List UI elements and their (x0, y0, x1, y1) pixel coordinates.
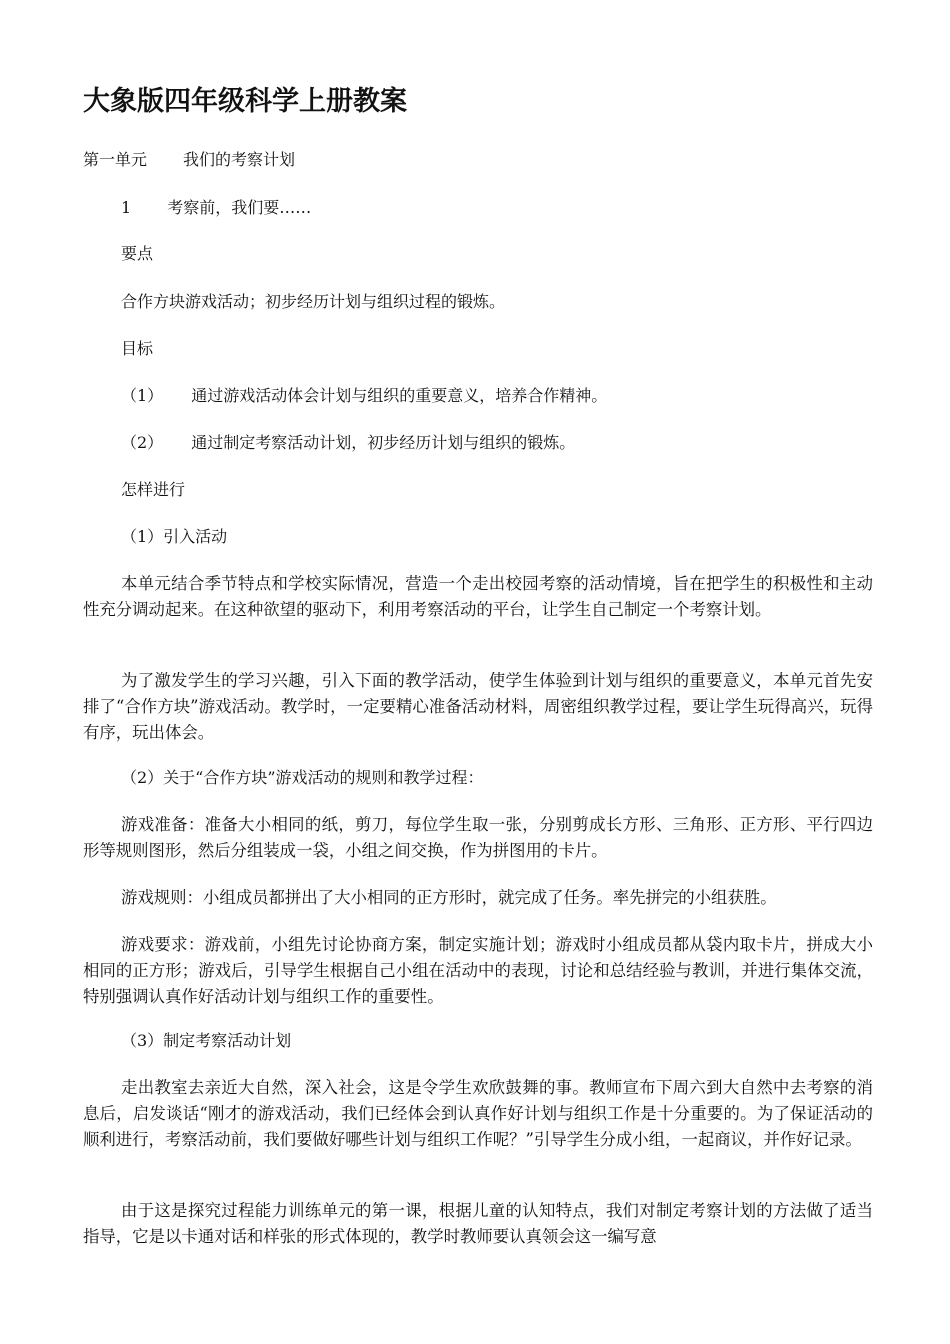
paragraph-3: 游戏准备：准备大小相同的纸，剪刀，每位学生取一张，分别剪成长方形、三角形、正方形、平行四边形等规则图形，然后分组装成一袋，小组之间交换，作为拼图用的卡片。 (83, 815, 873, 860)
paragraph-5: 游戏要求：游戏前，小组先讨论协商方案，制定实施计划；游戏时小组成员都从袋内取卡片，拼成大小相同的正方形；游戏后，引导学生根据自己小组在活动中的表现，讨论和总结经验与教训，并进行集体交流，特别强调认真作好活动计划与组织工作的重要性。 (83, 935, 873, 1006)
key-points-text: 合作方块游戏活动；初步经历计划与组织过程的锻炼。 (121, 292, 506, 311)
goal-text: 通过游戏活动体会计划与组织的重要意义，培养合作精神。 (191, 386, 608, 405)
lesson-number: 1 (121, 198, 132, 217)
document-title: 大象版四年级科学上册教案 (83, 86, 407, 117)
key-points-heading: 要点 (121, 244, 154, 263)
section-heading-1: （1）引入活动 (121, 527, 228, 546)
paragraph-7: 由于这是探究过程能力训练单元的第一课，根据儿童的认知特点，我们对制定考察计划的方法做了适当指导，它是以卡通对话和样张的形式体现的，教学时教师要认真领会这一编写意 (83, 1201, 873, 1246)
section-heading-3: （3）制定考察活动计划 (121, 1031, 292, 1050)
paragraph-2: 为了激发学生的学习兴趣，引入下面的教学活动，使学生体验到计划与组织的重要意义，本单元首先安排了“合作方块”游戏活动。教学时，一定要精心准备活动材料，周密组织教学过程，要让学生玩得高兴，玩得有序，玩出体会。 (83, 671, 873, 742)
unit-name: 我们的考察计划 (183, 150, 296, 169)
goal-text: 通过制定考察活动计划，初步经历计划与组织的锻炼。 (191, 433, 576, 452)
section-heading-2: （2）关于“合作方块”游戏活动的规则和教学过程： (121, 768, 484, 787)
paragraph-6: 走出教室去亲近大自然，深入社会，这是令学生欢欣鼓舞的事。教师宣布下周六到大自然中去考察的消息后，启发谈话“刚才的游戏活动，我们已经体会到认真作好计划与组织工作是十分重要的。为了保证活动的顺利进行，考察活动前，我们要做好哪些计划与组织工作呢？”引导学生分成小组，一起商议，并作好记录。 (83, 1078, 873, 1149)
lesson-title: 考察前，我们要…… (167, 198, 312, 217)
lesson-heading (121, 196, 311, 220)
goal-number: （2） (121, 433, 164, 452)
goal-item (121, 431, 575, 455)
how-heading: 怎样进行 (121, 480, 186, 499)
unit-label: 第一单元 (83, 150, 148, 169)
goal-number: （1） (121, 386, 164, 405)
unit-heading (83, 148, 295, 172)
goal-item (121, 384, 607, 408)
goals-heading: 目标 (121, 339, 154, 358)
paragraph-1: 本单元结合季节特点和学校实际情况，营造一个走出校园考察的活动情境，旨在把学生的积极性和主动性充分调动起来。在这种欲望的驱动下，利用考察活动的平台，让学生自己制定一个考察计划。 (83, 574, 873, 619)
paragraph-4: 游戏规则：小组成员都拼出了大小相同的正方形时，就完成了任务。率先拼完的小组获胜。 (121, 888, 777, 907)
